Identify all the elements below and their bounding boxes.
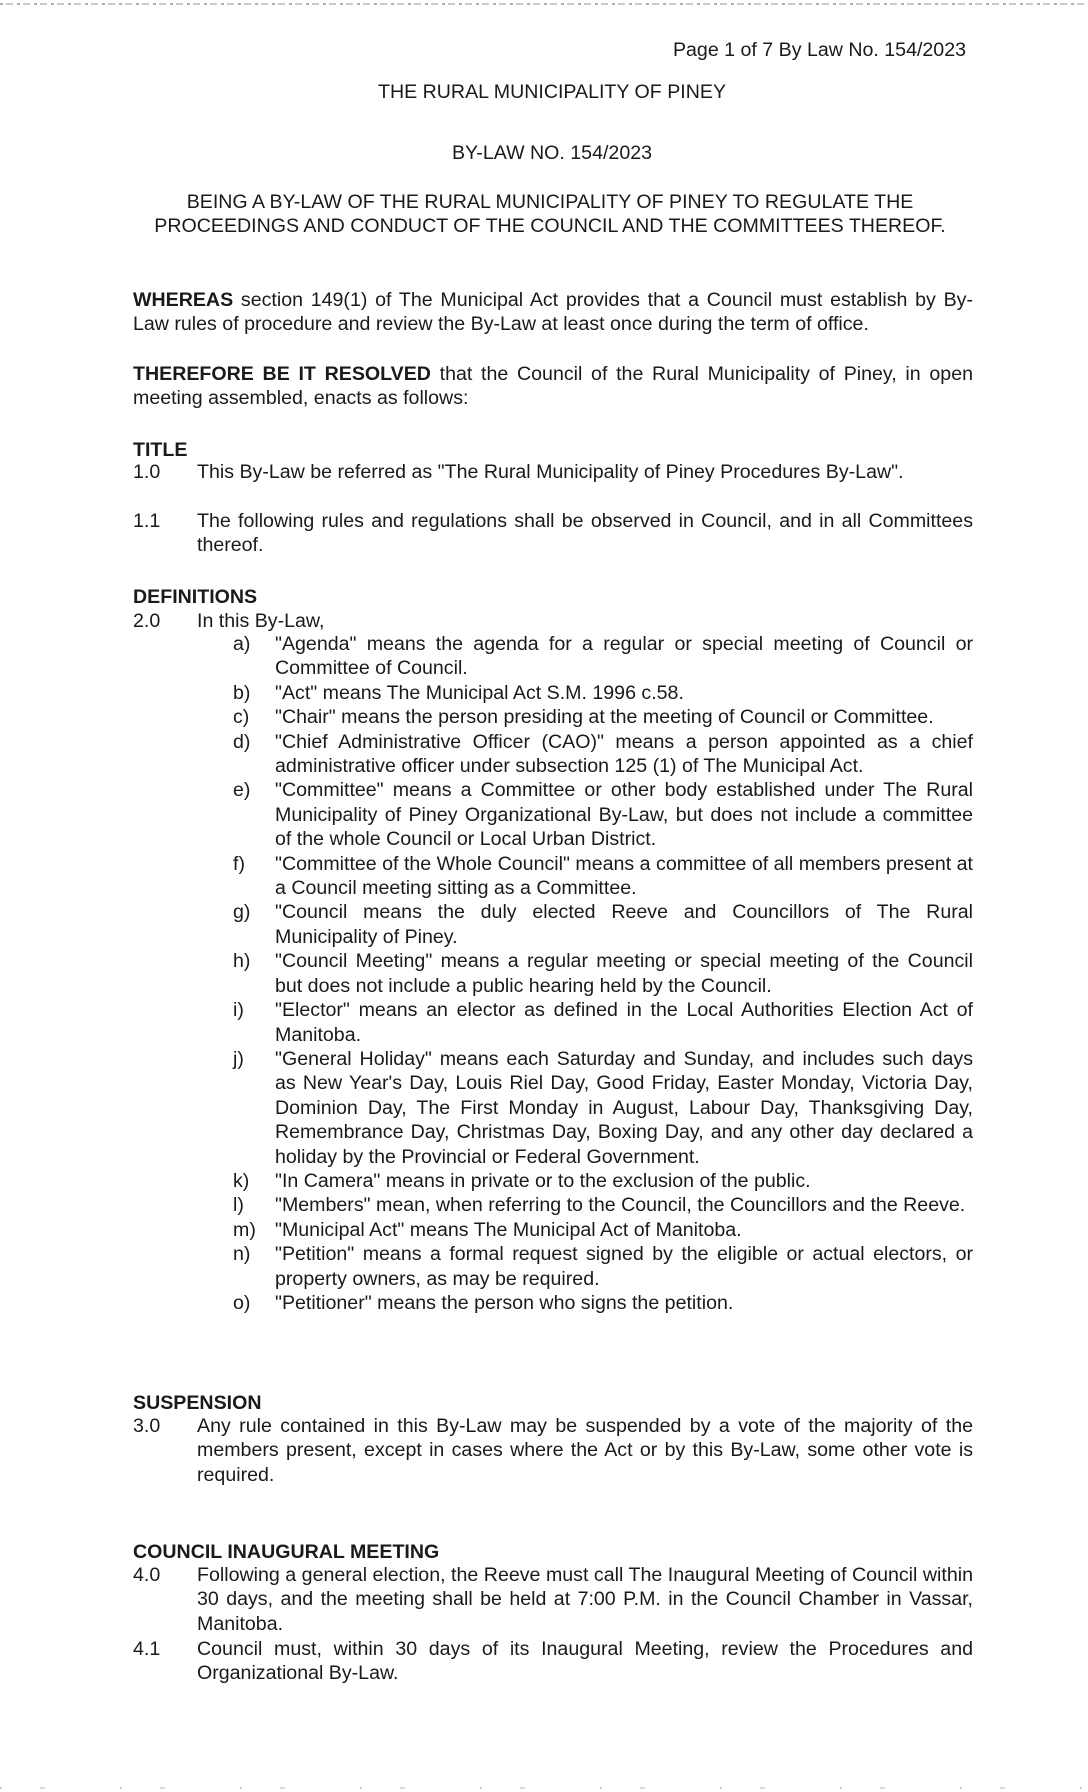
clause-number: 4.1 bbox=[133, 1638, 161, 1660]
definition-letter: n) bbox=[233, 1243, 251, 1266]
definition-letter: h) bbox=[233, 950, 251, 973]
therefore-paragraph bbox=[133, 362, 973, 411]
definition-text: "Agenda" means the agenda for a regular or special meeting of Council or Committee of Council. bbox=[275, 633, 973, 680]
clause-3-0 bbox=[133, 1414, 973, 1487]
definition-text: "Chief Administrative Officer (CAO)" means a person appointed as a chief administrative officer under subsection 125 (1) of The Municipal Act. bbox=[275, 730, 973, 778]
definition-item bbox=[233, 681, 973, 705]
page-header: Page 1 of 7 By Law No. 154/2023 bbox=[672, 39, 966, 61]
definition-letter: l) bbox=[233, 1194, 244, 1217]
definition-letter: c) bbox=[233, 706, 250, 729]
definition-text: "In Camera" means in private or to the exclusion of the public. bbox=[275, 1169, 811, 1192]
definition-text: "Committee" means a Committee or other body established under The Rural Municipality of Piney Organizational By-Law, but does not include a committee of the whole Council or Local Urban District. bbox=[275, 779, 973, 851]
section-heading-suspension: SUSPENSION bbox=[133, 1392, 262, 1414]
definition-text: "Act" means The Municipal Act S.M. 1996 c.58. bbox=[275, 681, 684, 704]
definition-letter: j) bbox=[233, 1047, 244, 1070]
clause-1-1 bbox=[133, 509, 973, 558]
clause-text: Council must, within 30 days of its Inaugural Meeting, review the Procedures and Organizational By-Law. bbox=[197, 1638, 973, 1685]
definition-letter: d) bbox=[233, 730, 251, 753]
bylaw-number: BY-LAW NO. 154/2023 bbox=[451, 142, 653, 164]
definition-item bbox=[233, 778, 973, 851]
definition-letter: k) bbox=[233, 1169, 250, 1192]
clause-number: 1.0 bbox=[133, 461, 161, 483]
definition-text: "Council means the duly elected Reeve and Councillors of The Rural Municipality of Piney. bbox=[275, 901, 973, 948]
definition-item bbox=[233, 949, 973, 998]
definition-letter: e) bbox=[233, 779, 251, 802]
clause-number: 1.1 bbox=[133, 510, 161, 532]
clause-1-0 bbox=[133, 460, 973, 484]
definition-letter: b) bbox=[233, 681, 251, 704]
clause-text: This By-Law be referred as "The Rural Municipality of Piney Procedures By-Law". bbox=[197, 461, 904, 483]
definition-text: "Chair" means the person presiding at the meeting of Council or Committee. bbox=[275, 706, 934, 729]
definition-letter: a) bbox=[233, 633, 251, 655]
clause-2-0 bbox=[133, 609, 973, 633]
definition-item bbox=[233, 632, 973, 681]
definition-item bbox=[233, 730, 973, 779]
definition-letter: g) bbox=[233, 901, 251, 924]
therefore-keyword: THEREFORE BE IT RESOLVED bbox=[133, 363, 431, 385]
definition-item bbox=[233, 998, 973, 1047]
definition-item bbox=[233, 1291, 973, 1315]
definition-text: "Elector" means an elector as defined in the Local Authorities Election Act of Manitoba. bbox=[275, 999, 973, 1046]
definition-item bbox=[233, 1218, 973, 1242]
clause-number: 4.0 bbox=[133, 1564, 161, 1586]
definition-letter: i) bbox=[233, 999, 244, 1022]
definition-text: "Petitioner" means the person who signs the petition. bbox=[275, 1291, 734, 1314]
definition-text: "Municipal Act" means The Municipal Act of Manitoba. bbox=[275, 1218, 742, 1241]
scan-edge-bottom bbox=[0, 1787, 1088, 1789]
clause-text: Following a general election, the Reeve must call The Inaugural Meeting of Council within 30 days, and the meeting shall be held at 7:00 P.M. in the Council Chamber in Vassar, Manitoba. bbox=[197, 1564, 973, 1635]
definition-item bbox=[233, 1242, 973, 1291]
definition-item bbox=[233, 1047, 973, 1169]
section-heading-inaugural: COUNCIL INAUGURAL MEETING bbox=[133, 1541, 440, 1563]
definition-item bbox=[233, 900, 973, 949]
clause-text: Any rule contained in this By-Law may be suspended by a vote of the majority of the members present, except in cases where the Act or by this By-Law, some other vote is required. bbox=[197, 1415, 973, 1486]
definition-item bbox=[233, 1169, 973, 1193]
definition-letter: m) bbox=[233, 1218, 256, 1241]
bylaw-purpose: BEING A BY-LAW OF THE RURAL MUNICIPALITY OF PINEY TO REGULATE THE PROCEEDINGS AND CONDUCT OF THE COUNCIL AND THE COMMITTEES THEREOF. bbox=[154, 191, 946, 238]
definition-item bbox=[233, 1193, 973, 1217]
definition-item bbox=[233, 852, 973, 901]
clause-4-1 bbox=[133, 1637, 973, 1686]
definition-text: "Council Meeting" means a regular meeting or special meeting of the Council but does not include a public hearing held by the Council. bbox=[275, 950, 973, 997]
clause-4-0 bbox=[133, 1563, 973, 1636]
definition-text: "Petition" means a formal request signed by the eligible or actual electors, or property owners, as may be required. bbox=[275, 1243, 973, 1290]
whereas-keyword: WHEREAS bbox=[133, 289, 234, 311]
section-heading-definitions: DEFINITIONS bbox=[133, 586, 258, 608]
whereas-paragraph bbox=[133, 288, 973, 337]
definition-letter: o) bbox=[233, 1291, 251, 1314]
clause-number: 2.0 bbox=[133, 610, 161, 632]
definition-letter: f) bbox=[233, 852, 245, 875]
definitions-list bbox=[233, 632, 973, 1315]
definition-text: "Members" mean, when referring to the Council, the Councillors and the Reeve. bbox=[275, 1194, 966, 1217]
section-heading-title: TITLE bbox=[133, 439, 188, 461]
municipality-title: THE RURAL MUNICIPALITY OF PINEY bbox=[377, 81, 727, 103]
clause-text: The following rules and regulations shall be observed in Council, and in all Committees thereof. bbox=[197, 510, 973, 557]
clause-text: In this By-Law, bbox=[197, 610, 325, 632]
definition-text: "Committee of the Whole Council" means a committee of all members present at a Council meeting sitting as a Committee. bbox=[275, 852, 973, 900]
definition-text: "General Holiday" means each Saturday and Sunday, and includes such days as New Year's Day, Louis Riel Day, Good Friday, Easter Monday, Victoria Day, Dominion Day, The First Monday in August, Labour Day, Thanksgiving Day, Remembrance Day, Christmas Day, Boxing Day, and any other day declared a holiday by the Provincial or Federal Government. bbox=[275, 1047, 973, 1168]
clause-number: 3.0 bbox=[133, 1415, 161, 1437]
definition-item bbox=[233, 705, 973, 729]
therefore-text: that the Council of the Rural Municipality of Piney, in open meeting assembled, enacts as follows: bbox=[133, 363, 973, 410]
whereas-text: section 149(1) of The Municipal Act provides that a Council must establish by By-Law rules of procedure and review the By-Law at least once during the term of office. bbox=[133, 289, 973, 336]
